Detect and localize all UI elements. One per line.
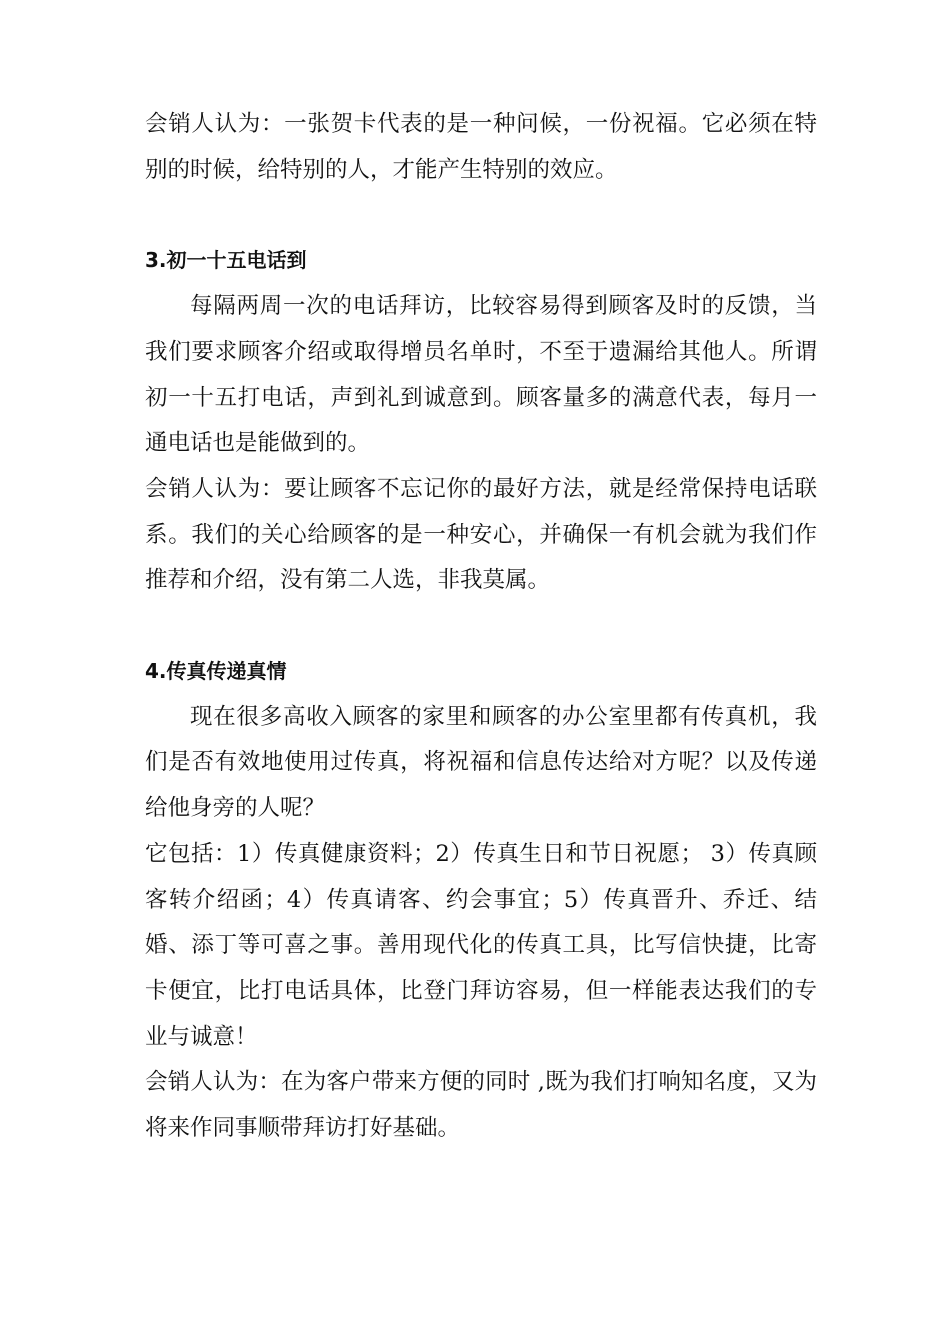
paragraph-fax-conclusion: 会销人认为：在为客户带来方便的同时 ,既为我们打响知名度，又为将来作同事顺带拜访打好基础。 (145, 1069, 817, 1142)
paragraph-greeting-card-conclusion: 会销人认为：一张贺卡代表的是一种问候，一份祝福。它必须在特别的时候，给特别的人，才能产生特别的效应。 (145, 111, 817, 183)
paragraph-fax-list: 它包括：1）传真健康资料；2）传真生日和节日祝愿； 3）传真顾客转介绍函；4）传真请客、约会事宜；5）传真晋升、乔迁、结婚、添丁等可喜之事。善用现代化的传真工具，比写信快捷，比寄卡便宜，比打电话具体，比登门拜访容易，但一样能表达我们的专业与诚意！ (145, 840, 817, 1050)
paragraph-phone-calls-body: 每隔两周一次的电话拜访，比较容易得到顾客及时的反馈，当我们要求顾客介绍或取得增员名单时，不至于遗漏给其他人。所谓初一十五打电话，声到礼到诚意到。顾客量多的满意代表，每月一通电话也是能做到的。 (145, 293, 817, 457)
paragraph-fax-body: 现在很多高收入顾客的家里和顾客的办公室里都有传真机，我们是否有效地使用过传真，将祝福和信息传达给对方呢？以及传递给他身旁的人呢？ (145, 703, 817, 822)
section-heading-phone-calls: 3.初一十五电话到 (145, 248, 307, 273)
document-body (145, 102, 817, 1152)
paragraph-phone-calls-conclusion: 会销人认为：要让顾客不忘记你的最好方法，就是经常保持电话联系。我们的关心给顾客的是一种安心，并确保一有机会就为我们作推荐和介绍，没有第二人选，非我莫属。 (145, 475, 817, 594)
section-gap (145, 604, 817, 649)
section-gap (145, 193, 817, 238)
section-heading-fax: 4.传真传递真情 (145, 659, 287, 684)
